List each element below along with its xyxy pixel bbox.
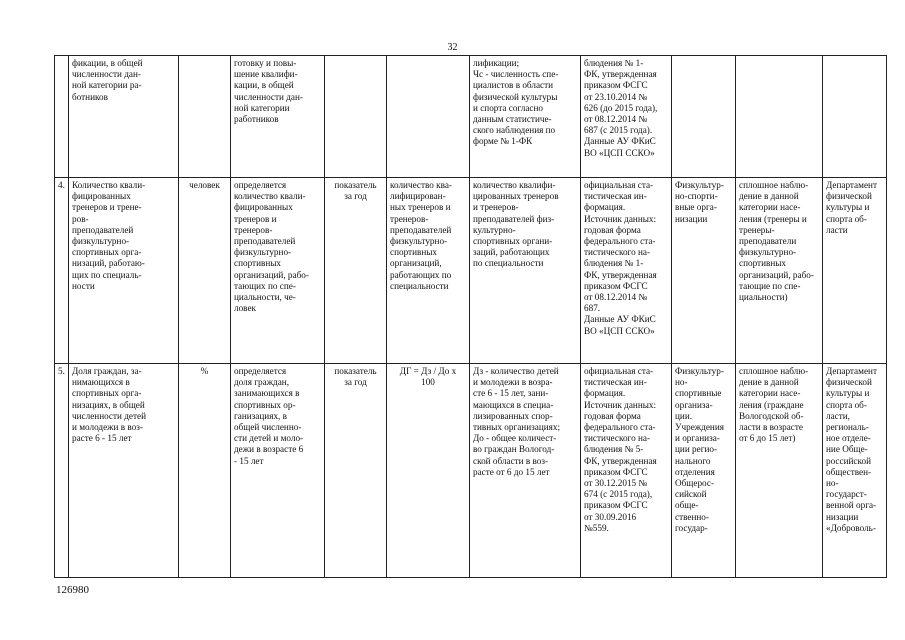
cell-text-line: ние Обще- <box>826 444 868 455</box>
row-number-cell <box>55 56 69 178</box>
cell-text-line: спортивных <box>234 258 282 269</box>
cell-text-line: показатель <box>334 180 377 190</box>
cell-text-line: блюдения № 5- <box>584 444 644 455</box>
cell-text-line: циальности) <box>739 292 788 303</box>
cell-text-line: нимающихся в <box>72 377 130 388</box>
cell-text-line: заций, работающих <box>473 247 550 258</box>
cell-text-line: категории насе- <box>739 388 801 399</box>
cell-text-line: преподавателей <box>72 224 134 235</box>
cell-text-line: тивных организациях; <box>473 422 561 433</box>
cell-text-line: ное отделе- <box>826 433 871 444</box>
cell-text-line: Данные АУ ФКиС <box>584 314 656 325</box>
cell-text-line: ДГ = Дз / До х <box>399 366 457 376</box>
cell-text: 4. <box>58 180 65 190</box>
cell-text-line: Вологодской об- <box>739 410 804 421</box>
cell-text-line: приказом ФСГС <box>584 280 648 291</box>
periodicity-cell <box>325 56 387 178</box>
collection-method-cell <box>736 56 823 178</box>
cell-text-line: спортивных органи- <box>473 236 553 247</box>
cell-text-line: определяется <box>234 366 287 376</box>
cell-text-line: годовая форма <box>584 410 641 421</box>
cell-text-line: нального <box>675 455 711 466</box>
cell-text-line: специальности <box>390 280 449 291</box>
cell-text-line: спортивных орга- <box>72 247 142 258</box>
cell-text-line: дежи в возрасте 6 <box>234 444 304 455</box>
cell-text-line: ции регио- <box>675 444 718 455</box>
cell-text-line: но- <box>826 478 839 489</box>
cell-text-line: тренеров- <box>234 224 273 235</box>
cell-text-line: низациях, в общей <box>72 399 145 410</box>
cell-text-line: численности дан- <box>234 91 303 102</box>
cell-text-line: лизированных спор- <box>473 410 553 421</box>
cell-text-line: преподавателей <box>234 236 296 247</box>
cell-text-line: Доля граждан, за- <box>72 366 142 376</box>
cell-text-line: Количество квали- <box>72 180 146 190</box>
cell-text: человек <box>189 180 220 190</box>
cell-text-line: сплошное наблю- <box>739 180 809 190</box>
table-row <box>55 364 887 578</box>
cell-text-line: тренеры- <box>739 224 775 235</box>
row-number-cell <box>55 178 69 364</box>
cell-text-line: 687 (с 2015 года). <box>584 125 653 136</box>
cell-text-line: спортивных ор- <box>234 399 296 410</box>
cell-text-line: блюдения № 1- <box>584 58 644 68</box>
cell-text-line: Физкультур- <box>675 366 724 376</box>
cell-text-line: организаций, рабо- <box>234 269 309 280</box>
cell-text-line: и тренеров- <box>473 202 519 213</box>
cell-text-line: ции. <box>675 410 693 421</box>
cell-text-line: спорта об- <box>826 213 867 224</box>
cell-text-line: мающихся в специа- <box>473 399 554 410</box>
cell-text-line: физкультурно- <box>739 247 797 258</box>
cell-text-line: шение квалифи- <box>234 69 298 80</box>
cell-text-line: от 6 до 15 лет) <box>739 433 796 444</box>
row-number-cell <box>55 364 69 578</box>
cell-text-line: формация. <box>584 202 626 213</box>
cell-text-line: приказом ФСГС <box>584 466 648 477</box>
cell-text-line: циалистов в области <box>473 80 554 91</box>
cell-text-line: физкультурно- <box>72 236 130 247</box>
cell-text-line: спортивные <box>675 388 722 399</box>
cell-text-line: культурно- <box>473 224 516 235</box>
cell-text-line: официальная ста- <box>584 366 654 376</box>
cell-text-line: преподавателей физ- <box>473 213 555 224</box>
observation-unit-cell <box>672 56 736 178</box>
cell-text-line: приказом ФСГС <box>584 500 648 511</box>
cell-text-line: физической <box>826 377 872 388</box>
document-code: 126980 <box>56 584 89 596</box>
cell-text-line: готовку и повы- <box>234 58 297 68</box>
cell-text-line: ной категории ра- <box>72 80 142 91</box>
indicators-table <box>54 55 887 578</box>
cell-text-line: ласти, <box>826 410 850 421</box>
cell-text-line: До - общее количест- <box>473 433 557 444</box>
cell-text-line: Источник данных: <box>584 399 657 410</box>
cell-text-line: форме № 1-ФК <box>473 136 533 147</box>
cell-text-line: «Доброволь- <box>826 522 876 533</box>
cell-text-line: венной орга- <box>826 500 877 511</box>
cell-text-line: от 30.09.2016 <box>584 511 637 522</box>
cell-text-line: но- <box>675 377 688 388</box>
cell-text-line: тренеров и <box>234 213 277 224</box>
cell-text-line: показатель <box>334 366 377 376</box>
cell-text-line: определяется <box>234 180 287 190</box>
indicator-name-cell <box>69 364 179 578</box>
cell-text-line: расте 6 - 15 лет <box>72 433 132 444</box>
cell-text-line: тренеров и трене- <box>72 202 142 213</box>
cell-text-line: ФК, утвержденная <box>584 69 657 80</box>
cell-text-line: ности <box>72 280 95 291</box>
cell-text-line: сплошное наблю- <box>739 366 809 376</box>
cell-text-line: и молодежи в воз- <box>72 422 143 433</box>
variables-cell <box>470 56 581 178</box>
cell-text-line: количество ква- <box>390 180 452 190</box>
cell-text-line: федерального ста- <box>584 236 656 247</box>
responsible-cell <box>823 178 887 364</box>
cell-text-line: и молодежи в возра- <box>473 377 553 388</box>
cell-text-line: данным статистиче- <box>473 114 552 125</box>
cell-text-line: государст- <box>826 489 867 500</box>
cell-text-line: тистическая ин- <box>584 377 647 388</box>
cell-text-line: тренеров- <box>390 213 429 224</box>
formula-cell <box>387 178 470 364</box>
cell-text-line: спорта об- <box>826 399 867 410</box>
cell-text-line: занимающихся в <box>234 388 300 399</box>
cell-text-line: фикации, в общей <box>72 58 143 68</box>
cell-text-line: лифицирован- <box>390 191 446 202</box>
cell-text-line: Учреждения <box>675 422 724 433</box>
periodicity-cell <box>325 364 387 578</box>
cell-text-line: по специальности <box>473 258 544 269</box>
cell-text-line: спортивных <box>390 247 438 258</box>
cell-text-line: но-спорти- <box>675 191 718 202</box>
cell-text-line: за год <box>344 377 367 388</box>
cell-text-line: преподавателей <box>390 224 452 235</box>
cell-text-line: Департамент <box>826 366 877 376</box>
cell-text-line: ганизациях, в <box>234 410 287 421</box>
unit-cell <box>179 178 231 364</box>
cell-text-line: ловек <box>234 303 257 314</box>
cell-text-line: официальная ста- <box>584 180 654 190</box>
cell-text-line: региональ- <box>826 422 869 433</box>
collection-method-cell <box>736 178 823 364</box>
cell-text-line: циальности, че- <box>234 292 296 303</box>
cell-text-line: организаций, <box>390 258 442 269</box>
collection-method-cell <box>736 364 823 578</box>
unit-cell <box>179 364 231 578</box>
page-number: 32 <box>447 42 458 53</box>
cell-text-line: сте 6 - 15 лет, зани- <box>473 388 549 399</box>
cell-text-line: тающие по спе- <box>739 280 801 291</box>
cell-text-line: организаций, рабо- <box>739 269 814 280</box>
cell-text-line: Общерос- <box>675 478 715 489</box>
cell-text-line: низаций, работаю- <box>72 258 145 269</box>
cell-text-line: во граждан Вологод- <box>473 444 555 455</box>
cell-text-line: тистического на- <box>584 247 651 258</box>
formula-cell <box>387 364 470 578</box>
periodicity-cell <box>325 178 387 364</box>
cell-text-line: вные орга- <box>675 202 717 213</box>
cell-text-line: ственно- <box>675 511 709 522</box>
cell-text-line: ВО «ЦСП ССКО» <box>584 147 655 158</box>
cell-text-line: фицированных <box>72 191 131 202</box>
cell-text-line: низации <box>675 213 708 224</box>
cell-text-line: №559. <box>584 522 609 533</box>
indicator-name-cell <box>69 56 179 178</box>
cell-text-line: Источник данных: <box>584 213 657 224</box>
cell-text-line: щих по специаль- <box>72 269 142 280</box>
cell-text-line: ной категории <box>234 102 290 113</box>
cell-text-line: тистического на- <box>584 433 651 444</box>
cell-text-line: - 15 лет <box>234 455 264 466</box>
cell-text-line: Физкультур- <box>675 180 724 190</box>
cell-text-line: ского наблюдения по <box>473 125 556 136</box>
cell-text-line: низации <box>826 511 859 522</box>
cell-text-line: численности дан- <box>72 69 141 80</box>
cell-text-line: работающих по <box>390 269 452 280</box>
responsible-cell <box>823 56 887 178</box>
cell-text-line: Департамент <box>826 180 877 190</box>
data-source-cell <box>581 178 672 364</box>
cell-text-line: отделения <box>675 466 715 477</box>
cell-text-line: тистическая ин- <box>584 191 647 202</box>
cell-text-line: фицированных <box>234 202 293 213</box>
variables-cell <box>470 364 581 578</box>
cell-text-line: лификации; <box>473 58 520 68</box>
responsible-cell <box>823 364 887 578</box>
cell-text-line: доля граждан, <box>234 377 290 388</box>
data-source-cell <box>581 364 672 578</box>
cell-text-line: российской <box>826 455 871 466</box>
cell-text-line: количество квали- <box>234 191 306 202</box>
cell-text-line: преподаватели <box>739 236 797 247</box>
variables-cell <box>470 178 581 364</box>
cell-text-line: ления (тренеры и <box>739 213 807 224</box>
cell-text-line: физической культуры <box>473 91 558 102</box>
cell-text-line: дение в данной <box>739 377 799 388</box>
cell-text-line: от 08.12.2014 № <box>584 292 648 303</box>
cell-text-line: годовая форма <box>584 224 641 235</box>
cell-text-line: общей численно- <box>234 422 302 433</box>
definition-cell <box>231 364 325 578</box>
cell-text-line: физкультурно- <box>390 236 448 247</box>
cell-text-line: и спорта согласно <box>473 102 544 113</box>
indicator-name-cell <box>69 178 179 364</box>
cell-text-line: обществен- <box>826 466 872 477</box>
cell-text-line: физкультурно- <box>234 247 292 258</box>
cell-text-line: за год <box>344 191 367 202</box>
table-row <box>55 56 887 178</box>
cell-text-line: формация. <box>584 388 626 399</box>
cell-text-line: цированных тренеров <box>473 191 559 202</box>
cell-text-line: 626 (до 2015 года), <box>584 102 658 113</box>
cell-text-line: культуры и <box>826 202 870 213</box>
cell-text-line: спортивных <box>739 258 787 269</box>
cell-text-line: культуры и <box>826 388 870 399</box>
cell-text-line: работников <box>234 114 279 125</box>
cell-text-line: категории насе- <box>739 202 801 213</box>
cell-text-line: ботников <box>72 91 108 102</box>
cell-text-line: от 23.10.2014 № <box>584 91 648 102</box>
cell-text-line: расте от 6 до 15 лет <box>473 466 550 477</box>
cell-text: % <box>200 366 209 376</box>
cell-text-line: и организа- <box>675 433 720 444</box>
cell-text-line: ВО «ЦСП ССКО» <box>584 325 655 336</box>
cell-text-line: физической <box>826 191 872 202</box>
cell-text-line: 100 <box>421 377 435 388</box>
cell-text-line: сийской <box>675 489 707 500</box>
cell-text-line: Чс - численность спе- <box>473 69 559 80</box>
definition-cell <box>231 56 325 178</box>
cell-text-line: тающих по спе- <box>234 280 296 291</box>
cell-text-line: кации, в общей <box>234 80 294 91</box>
cell-text-line: ления (граждане <box>739 399 804 410</box>
cell-text: 5. <box>58 366 65 376</box>
definition-cell <box>231 178 325 364</box>
cell-text-line: Данные АУ ФКиС <box>584 136 656 147</box>
cell-text-line: ласти <box>826 224 848 235</box>
cell-text-line: спортивных орга- <box>72 388 142 399</box>
cell-text-line: организа- <box>675 399 713 410</box>
cell-text-line: сти детей и моло- <box>234 433 304 444</box>
cell-text-line: 674 (с 2015 года), <box>584 489 653 500</box>
cell-text-line: ской области в воз- <box>473 455 549 466</box>
observation-unit-cell <box>672 364 736 578</box>
cell-text-line: ров- <box>72 213 89 224</box>
cell-text-line: ФК, утвержденная <box>584 455 657 466</box>
cell-text-line: блюдения № 1- <box>584 258 644 269</box>
cell-text-line: ФК, утвержденная <box>584 269 657 280</box>
cell-text-line: количество квалифи- <box>473 180 556 190</box>
cell-text-line: от 30.12.2015 № <box>584 478 648 489</box>
data-source-cell <box>581 56 672 178</box>
cell-text-line: федерального ста- <box>584 422 656 433</box>
cell-text-line: ласти в возрасте <box>739 422 803 433</box>
cell-text-line: обще- <box>675 500 699 511</box>
cell-text-line: дение в данной <box>739 191 799 202</box>
observation-unit-cell <box>672 178 736 364</box>
cell-text-line: от 08.12.2014 № <box>584 114 648 125</box>
cell-text-line: Дз - количество детей <box>473 366 559 376</box>
cell-text-line: 687. <box>584 303 601 314</box>
table-row <box>55 178 887 364</box>
cell-text-line: численности детей <box>72 410 147 421</box>
unit-cell <box>179 56 231 178</box>
formula-cell <box>387 56 470 178</box>
cell-text-line: ных тренеров и <box>390 202 451 213</box>
cell-text-line: приказом ФСГС <box>584 80 648 91</box>
cell-text-line: государ- <box>675 522 708 533</box>
